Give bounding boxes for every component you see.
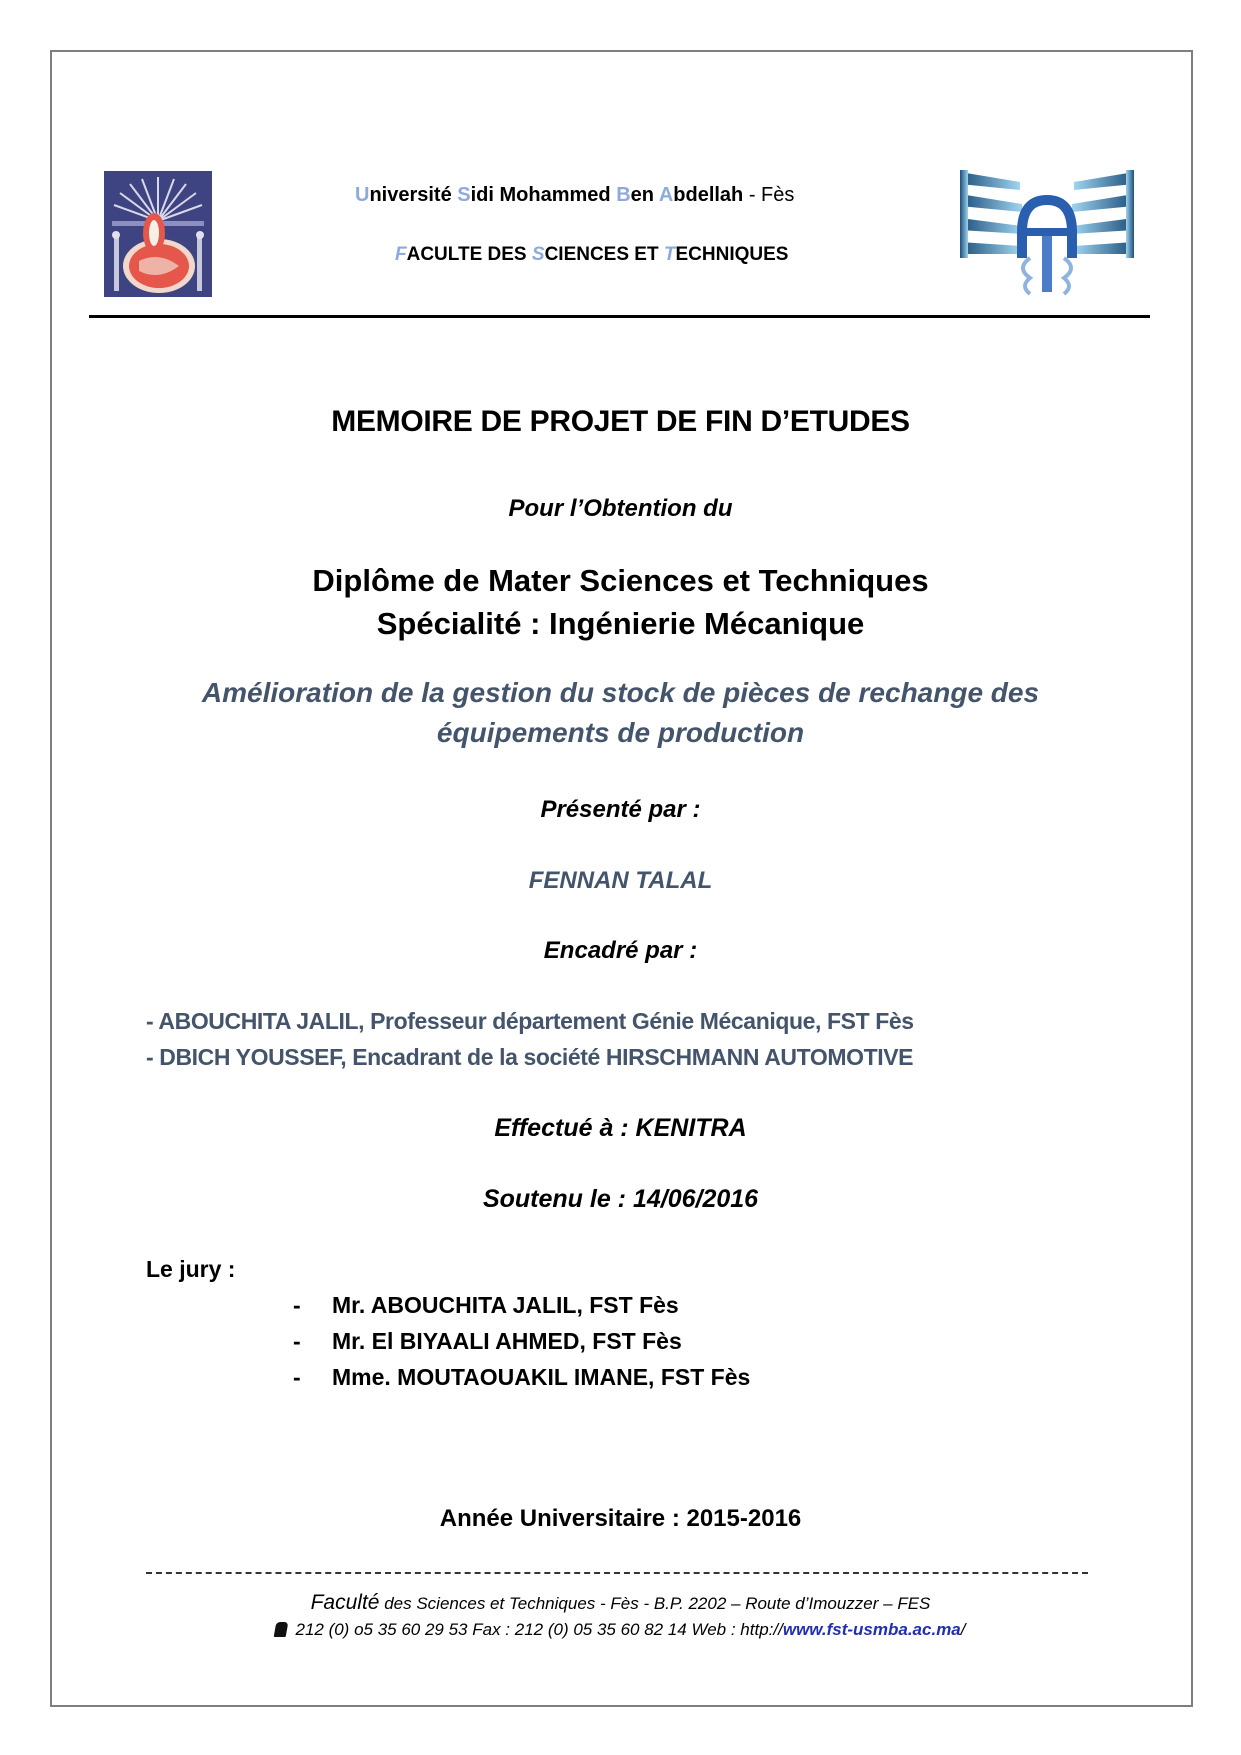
website-link[interactable]: www.fst-usmba.ac.ma <box>782 1620 961 1639</box>
subject-line-1: Amélioration de la gestion du stock de pièces de rechange des <box>201 677 1040 708</box>
document-title: MEMOIRE DE PROJET DE FIN D’ETUDES <box>331 405 910 438</box>
telephone-icon <box>274 1622 289 1637</box>
faculty-name <box>395 244 788 266</box>
faculty-name-part: ACULTE DES <box>406 244 532 265</box>
list-dash: - <box>293 1292 301 1318</box>
university-name-part: A <box>658 184 674 206</box>
faculty-name-part: S <box>531 244 545 265</box>
academic-year: Année Universitaire : 2015-2016 <box>439 1505 802 1532</box>
list-dash: - <box>293 1328 301 1354</box>
supervisor-item: - DBICH YOUSSEF, Encadrant de la société HIRSCHMANN AUTOMOTIVE <box>146 1044 914 1070</box>
footer-address-text: des Sciences et Techniques - Fès - B.P. 2202 – Route d’Imouzzer – FES <box>379 1594 931 1613</box>
faculty-name-part: CIENCES ET <box>544 244 664 265</box>
university-name-part: B <box>616 184 631 206</box>
jury-label: Le jury : <box>146 1256 236 1282</box>
usmba-emblem-logo <box>104 171 212 297</box>
presented-by-label: Présenté par : <box>540 796 701 823</box>
university-name-part: S <box>457 184 471 206</box>
jury-member-name: Mr. ABOUCHITA JALIL, FST Fès <box>332 1292 679 1318</box>
header-rule <box>89 315 1150 318</box>
jury-member <box>293 1364 993 1394</box>
university-name-part: bdellah <box>673 184 744 206</box>
university-name <box>355 184 794 207</box>
jury-member <box>293 1328 993 1358</box>
author-name: FENNAN TALAL <box>528 867 713 894</box>
jury-member-name: Mme. MOUTAOUAKIL IMANE, FST Fès <box>332 1364 751 1390</box>
subject-line-2: équipements de production <box>436 717 805 748</box>
university-name-part: U <box>355 184 370 206</box>
supervisor-item: - ABOUCHITA JALIL, Professeur département Génie Mécanique, FST Fès <box>146 1008 914 1034</box>
university-city: - Fès <box>743 184 795 206</box>
location: Effectué à : KENITRA <box>494 1114 747 1142</box>
faculty-name-part: F <box>395 244 407 265</box>
diploma-specialty: Spécialité : Ingénierie Mécanique <box>376 606 865 641</box>
university-name-part: niversité <box>369 184 458 206</box>
footer-contact-text: 212 (0) o5 35 60 29 53 Fax : 212 (0) 05 35 60 82 14 Web : http:// <box>295 1620 783 1639</box>
footer-address <box>0 1591 1241 1615</box>
diploma-title: Diplôme de Mater Sciences et Techniques <box>312 563 929 598</box>
jury-member-name: Mr. El BIYAALI AHMED, FST Fès <box>332 1328 682 1354</box>
defense-date: Soutenu le : 14/06/2016 <box>482 1185 759 1213</box>
university-name-part: en <box>630 184 659 206</box>
supervised-by-label: Encadré par : <box>543 937 698 964</box>
fst-logo <box>960 170 1134 298</box>
list-dash: - <box>293 1364 301 1390</box>
footer-url-suffix: / <box>960 1620 966 1639</box>
footer-contact <box>0 1620 1241 1640</box>
university-name-part: idi Mohammed <box>470 184 617 206</box>
footer-dashed-divider <box>146 1572 1088 1574</box>
jury-member <box>293 1292 993 1322</box>
footer-faculty-word: Faculté <box>310 1591 380 1614</box>
faculty-name-part: ECHNIQUES <box>675 244 789 265</box>
obtention-label: Pour l’Obtention du <box>508 495 733 522</box>
faculty-name-part: T <box>663 244 676 265</box>
